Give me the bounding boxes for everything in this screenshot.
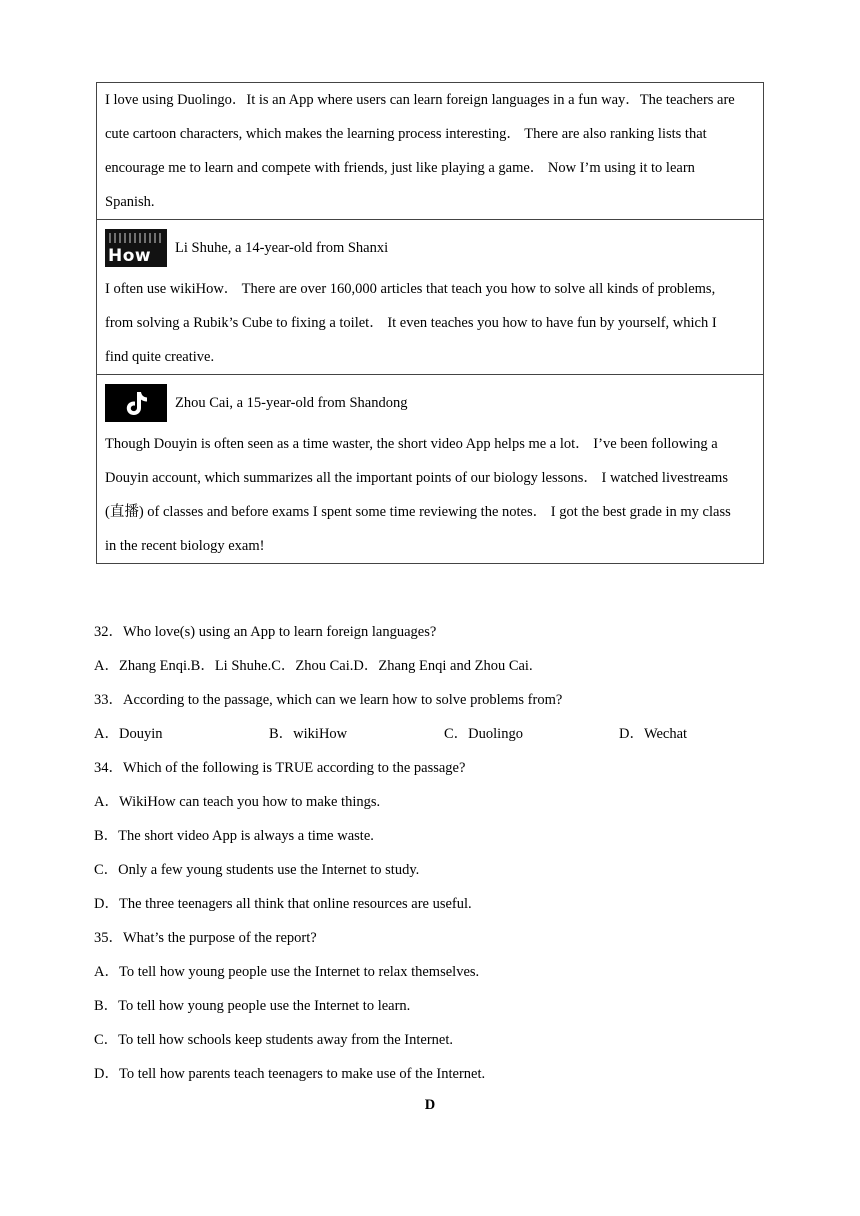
option-b: B．wikiHow: [269, 726, 348, 742]
question-35-stem: 35．What’s the purpose of the report?: [94, 930, 317, 946]
option-c: C．To tell how schools keep students away from the Internet.: [94, 1032, 453, 1048]
duolingo-line: Spanish.: [105, 194, 155, 210]
duolingo-cell: [97, 83, 763, 220]
wikihow-header: [105, 220, 755, 272]
wikihow-cell: [97, 220, 763, 375]
douyin-header: [105, 375, 755, 427]
option-a: A．To tell how young people use the Internet to relax themselves.: [94, 964, 480, 980]
douyin-cell: [97, 375, 763, 563]
douyin-line: (直播) of classes and before exams I spent some time reviewing the notes． I got the best grade in my class: [105, 504, 731, 520]
douyin-line: Douyin account, which summarizes all the important points of our biology lessons． I watched livestreams: [105, 470, 728, 486]
question-32-options: A．Zhang Enqi.B．Li Shuhe.C．Zhou Cai.D．Zhang Enqi and Zhou Cai.: [94, 658, 533, 674]
wikihow-author: Li Shuhe, a 14-year-old from Shanxi: [175, 239, 389, 256]
option-d: D．To tell how parents teach teenagers to make use of the Internet.: [94, 1066, 486, 1082]
question-list: [94, 615, 794, 1091]
option-d: D．Wechat: [619, 726, 688, 742]
question-32-stem: 32．Who love(s) using an App to learn foreign languages?: [94, 624, 437, 640]
option-b: B．The short video App is always a time waste.: [94, 828, 374, 844]
option-a: A．WikiHow can teach you how to make things.: [94, 794, 381, 810]
wikihow-line: from solving a Rubik’s Cube to fixing a toilet． It even teaches you how to have fun by yourself, which I: [105, 315, 717, 331]
douyin-line: in the recent biology exam!: [105, 538, 265, 554]
douyin-note-icon: [121, 388, 151, 418]
duolingo-line: encourage me to learn and compete with friends, just like playing a game． Now I’m using it to learn: [105, 160, 695, 176]
duolingo-line: cute cartoon characters, which makes the learning process interesting． There are also ranking lists that: [105, 126, 707, 142]
question-33-stem: 33．According to the passage, which can we learn how to solve problems from?: [94, 692, 563, 708]
wikihow-line: I often use wikiHow． There are over 160,000 articles that teach you how to solve all kinds of problems,: [105, 281, 716, 297]
option-c: C．Duolingo: [444, 726, 523, 742]
wikihow-logo-text: How: [108, 246, 152, 266]
question-34-stem: 34．Which of the following is TRUE according to the passage?: [94, 760, 466, 776]
wikihow-logo-texture: [109, 233, 163, 243]
option-a: A．Douyin: [94, 726, 163, 742]
wikihow-logo-icon: [105, 229, 167, 267]
douyin-logo-icon: [105, 384, 167, 422]
option-d: D．The three teenagers all think that online resources are useful.: [94, 896, 472, 912]
testimonial-table: [96, 82, 764, 564]
douyin-author: Zhou Cai, a 15-year-old from Shandong: [175, 394, 408, 411]
douyin-line: Though Douyin is often seen as a time waster, the short video App helps me a lot． I’ve been following a: [105, 436, 718, 452]
wikihow-line: find quite creative.: [105, 349, 215, 365]
section-heading: D: [424, 1097, 436, 1113]
duolingo-line: I love using Duolingo．It is an App where users can learn foreign languages in a fun way．The teachers are: [105, 92, 735, 108]
option-b: B．To tell how young people use the Internet to learn.: [94, 998, 411, 1014]
option-c: C．Only a few young students use the Internet to study.: [94, 862, 420, 878]
question-33-options: [94, 717, 794, 751]
